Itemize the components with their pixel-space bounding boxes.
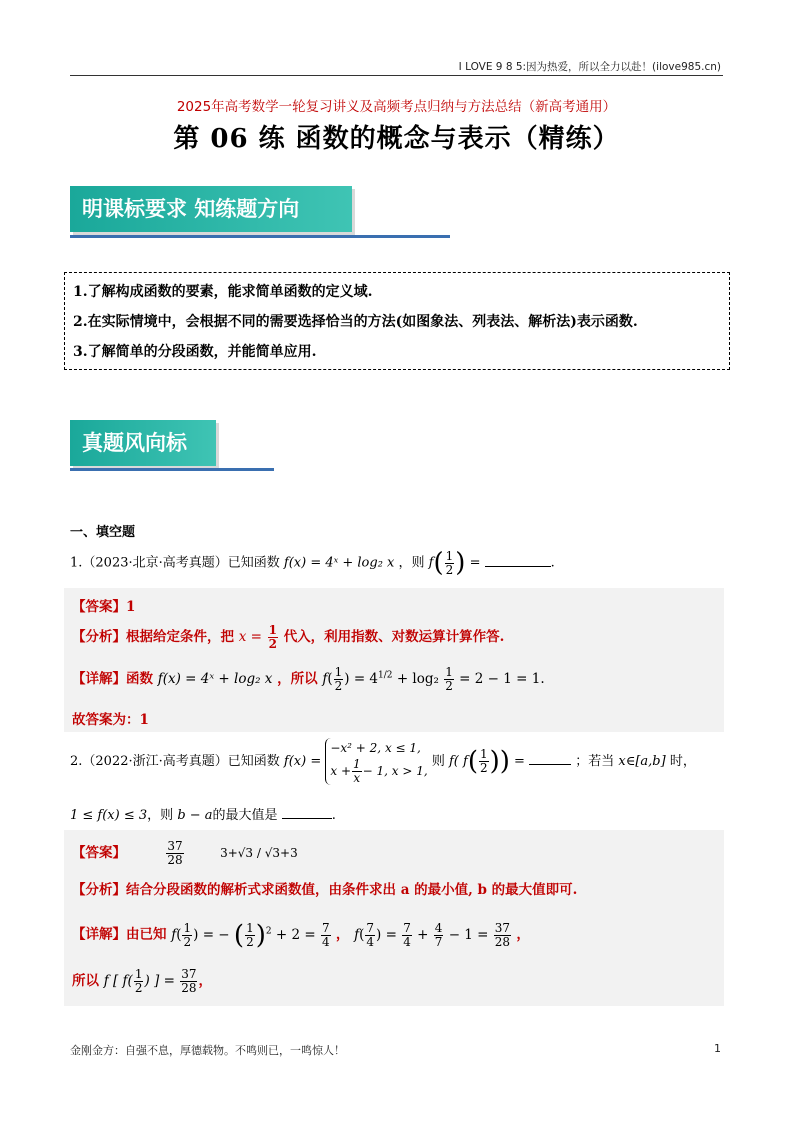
q1-conclusion: 故答案为：1 <box>72 712 149 728</box>
q2-prefix: 2.（2022·浙江·高考真题）已知函数 <box>70 754 280 769</box>
banner-underline-2 <box>70 468 274 471</box>
banner-requirements: 明课标要求 知练题方向 <box>70 186 352 232</box>
banner-real-exams: 真题风向标 <box>70 420 216 466</box>
q2-fx: f(x) = <box>283 754 322 769</box>
requirements-box <box>64 272 730 370</box>
q1-function: f(x) = 4ˣ + log₂ x <box>283 555 395 571</box>
q2-then: 则 <box>431 754 445 769</box>
q1-fraction: $\frac{1}{2}$ <box>445 548 454 577</box>
q2-so: 所以 f [ f( $\frac{1}{2}$ ) ] = $\frac{37}{28}$ ， <box>72 967 212 995</box>
q2-range: x∈[a,b] <box>618 754 666 769</box>
section-heading: 一、填空题 <box>70 525 136 540</box>
q2-mid: ；若当 <box>575 754 615 769</box>
q1-f: f <box>428 555 434 571</box>
q1-answer: 【答案】1 <box>72 599 136 615</box>
q1-dot: . <box>550 555 555 571</box>
q2-detail: 【详解】由已知 f( $\frac{1}{2}$ ) = − ( $\frac{1}{2}$ )$^2$ + 2 = $\frac{7}{4}$ ， f( $\frac{7}{4}$ ) = $\frac{7}{4}$ + $\frac{4}{7}$ − 1 = $\frac{37}{28}$ ， <box>72 920 530 950</box>
requirement-item: 1.了解构成函数的要素，能求简单函数的定义域. <box>73 284 373 300</box>
question-2-line2: 1 ≤ f(x) ≤ 3，则 b − a的最大值是 . <box>70 808 336 823</box>
q1-detail: 【详解】函数 f(x) = 4ˣ + log₂ x ，所以 f( $\frac{1}{2}$ ) = $4^{1/2} + \log_2$ $\frac{1}{2}$ = 2 − 1 = 1. <box>72 665 545 693</box>
footer-motto: 金刚金方：自强不息，厚德载物。不鸣则已，一鸣惊人！ <box>70 1044 345 1057</box>
q2-ff: f( f <box>448 754 468 769</box>
answer-box-1 <box>64 588 724 732</box>
answer-blank <box>529 764 571 765</box>
q1-analysis: 【分析】根据给定条件，把 x = $\frac{1}{2}$ 代入，利用指数、对数运算计算作答. <box>72 623 505 651</box>
q2-answer: 【答案】 $\frac{37}{28}$ 3+√3 / √3+3 <box>72 839 298 867</box>
q2-piecewise: −x² + 2, x ≤ 1, x + $\frac{1}{x}$ − 1, x > 1, <box>325 738 427 785</box>
requirement-item: 2.在实际情境中，会根据不同的需要选择恰当的方法(如图象法、列表法、解析法)表示函数. <box>73 314 638 330</box>
question-1: 1.（2023·北京·高考真题）已知函数 f(x) = 4ˣ + log₂ x ，则 f( $\frac{1}{2}$ ) = . <box>70 548 555 578</box>
q2-analysis: 【分析】结合分段函数的解析式求函数值，由条件求出 a 的最小值, b 的最大值即可. <box>72 882 578 898</box>
q1-prefix: 1.（2023·北京·高考真题）已知函数 <box>70 555 280 571</box>
requirement-item: 3.了解简单的分段函数，并能简单应用. <box>73 344 317 360</box>
answer-blank <box>485 566 551 567</box>
q2-when: 时， <box>669 754 696 769</box>
header-site: I LOVE 9 8 5:因为热爱，所以全力以赴！(ilove985.cn) <box>458 61 721 73</box>
q1-mid: ，则 <box>398 555 425 571</box>
page-number: 1 <box>714 1042 721 1055</box>
banner-underline-1 <box>70 235 450 238</box>
question-2: 2.（2022·浙江·高考真题）已知函数 f(x) = −x² + 2, x ≤ 1, x + $\frac{1}{x}$ − 1, x > 1, 则 f( f( $\frac{1}{2}$ )) = ；若当 x∈[a,b] 时， <box>70 738 696 785</box>
header-rule <box>70 75 723 76</box>
q1-eq: = <box>469 555 481 571</box>
series-title: 2025年高考数学一轮复习讲义及高频考点归纳与方法总结（新高考通用） <box>176 99 617 115</box>
page-title: 第 06 练 函数的概念与表示（精练） <box>173 124 620 154</box>
answer-blank <box>282 818 332 819</box>
q2-eq: = <box>514 754 525 769</box>
